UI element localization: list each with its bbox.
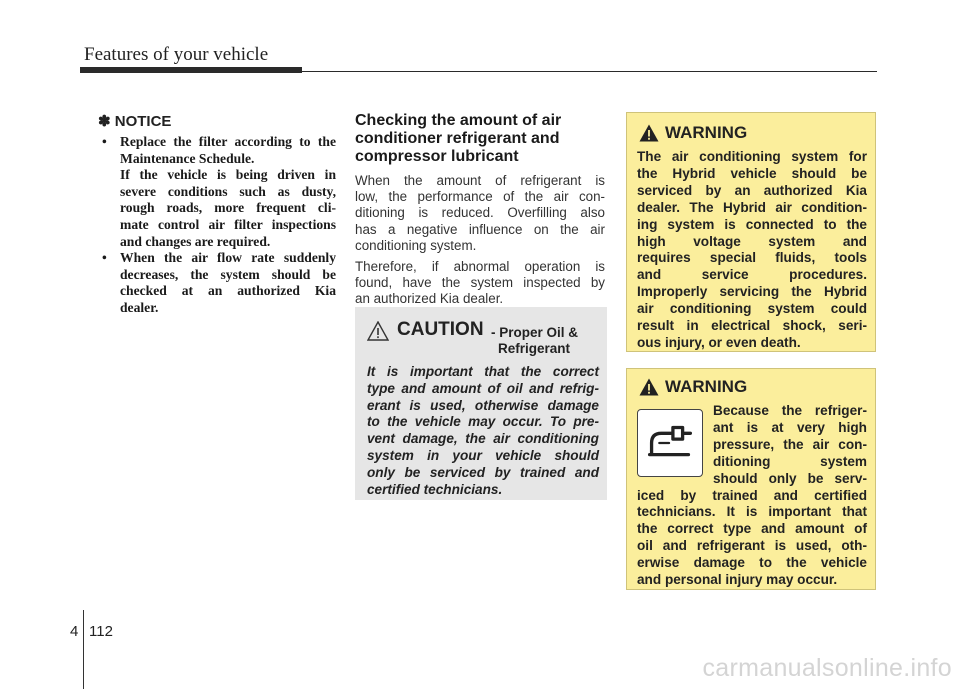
paragraph-line: found, have the system inspected by: [355, 275, 605, 291]
bullet-icon: •: [102, 134, 107, 149]
section-paragraph: [355, 173, 605, 254]
paragraph-line: Therefore, if abnormal operation is: [355, 259, 605, 275]
warning-line: dealer. The Hybrid air condition-: [637, 199, 867, 215]
warning-line: high voltage system and: [637, 233, 867, 249]
warning-header: [637, 123, 867, 149]
warning-line: technicians. It is important that: [637, 504, 867, 520]
caution-line: erant is used, otherwise damage: [367, 397, 599, 413]
caution-triangle-icon: [367, 321, 389, 341]
notice-line: When the air flow rate suddenly: [120, 250, 336, 266]
section-paragraph: [355, 259, 605, 308]
section-heading: [355, 112, 605, 166]
warning-line: air conditioning system could: [637, 301, 867, 317]
bullet-icon: •: [102, 250, 107, 266]
warning-line: iced by trained and certified: [637, 487, 867, 503]
notice-line: checked at an authorized Kia: [120, 283, 336, 299]
notice-symbol-icon: ✽: [98, 113, 111, 130]
heading-line: Checking the amount of air: [355, 112, 562, 129]
warning-line: ous injury, or even death.: [637, 334, 801, 350]
caution-line: type and amount of oil and refrig-: [367, 380, 599, 396]
warning-line: Because the refriger-: [713, 403, 867, 418]
paragraph-line: has a negative influence on the air: [355, 221, 605, 237]
caution-title: CAUTION: [397, 319, 484, 340]
heading-line: compressor lubricant: [355, 148, 519, 165]
pressure-hazard-icon: [637, 409, 703, 477]
notice-item: [98, 134, 336, 250]
warning-header: [637, 377, 867, 403]
notice-title: NOTICE: [114, 113, 172, 130]
paragraph-line: an authorized Kia dealer.: [355, 291, 504, 307]
warning-line: and service procedures.: [637, 267, 867, 283]
header-bar: [80, 67, 302, 73]
warning-line: requires special fluids, tools: [637, 250, 867, 266]
warning-title: WARNING: [665, 377, 748, 396]
caution-line: system in your vehicle should: [367, 447, 599, 463]
caution-header: [367, 319, 599, 359]
chapter-number: 4: [70, 623, 79, 640]
notice-line: Replace the filter according to the: [120, 134, 336, 149]
caution-line: to the vehicle may occur. To pre-: [367, 414, 599, 430]
warning-body: [637, 149, 867, 352]
notice-line: mate control air filter inspections: [120, 216, 336, 232]
notice-line: decreases, the system should be: [120, 266, 336, 282]
notice-line: rough roads, more frequent cli-: [120, 200, 336, 216]
warning-line: the Hybrid vehicle should be: [637, 165, 867, 181]
caution-box: [355, 307, 607, 500]
caution-line: certified technicians.: [367, 481, 503, 497]
warning-line: should only be serv-: [713, 470, 867, 486]
caution-body: [367, 364, 599, 498]
warning-line: pressure, the air con-: [713, 436, 867, 452]
header-rule: [302, 71, 877, 72]
warning-line: ant is at very high: [713, 419, 867, 435]
notice-line: severe conditions such as dusty,: [120, 183, 336, 199]
notice-block: [98, 112, 336, 317]
warning-line: ditioning system: [713, 453, 867, 469]
caution-subtitle: - Proper Oil &: [491, 325, 579, 340]
warning-triangle-icon: [639, 124, 659, 142]
caution-line: vent damage, the air conditioning: [367, 431, 599, 447]
warning-line: ing system is connected to the: [637, 216, 867, 232]
notice-item: [98, 250, 336, 316]
warning-box-hybrid: [626, 112, 876, 352]
warning-line: and personal injury may occur.: [637, 572, 838, 588]
watermark: carmanualsonline.info: [702, 654, 952, 682]
page-header-title: Features of your vehicle: [84, 44, 269, 65]
notice-line: If the vehicle is being driven in: [120, 167, 336, 183]
heading-line: conditioner refrigerant and: [355, 130, 560, 147]
notice-heading: [98, 112, 336, 130]
warning-line: Improperly servicing the Hybrid: [637, 284, 867, 300]
paragraph-line: conditioning system.: [355, 237, 477, 253]
paragraph-line: When the amount of refrigerant is: [355, 173, 605, 188]
notice-line: Maintenance Schedule.: [120, 150, 255, 166]
warning-line: serviced by an authorized Kia: [637, 182, 867, 198]
warning-line: The air conditioning system for: [637, 149, 867, 164]
warning-triangle-icon: [639, 378, 659, 396]
warning-line: erwise damage to the vehicle: [637, 555, 867, 571]
page-number: 112: [89, 623, 113, 640]
caution-subtitle: Refrigerant: [498, 341, 571, 356]
paragraph-line: low, the performance of the air con-: [355, 189, 605, 205]
caution-line: only be serviced by trained and: [367, 464, 599, 480]
paragraph-line: ditioning is reduced. Overfilling also: [355, 205, 605, 221]
warning-title: WARNING: [665, 123, 748, 142]
notice-line: and changes are required.: [120, 233, 271, 249]
refrigerant-section: [355, 112, 605, 313]
warning-body: [637, 488, 867, 589]
warning-line: result in electrical shock, seri-: [637, 318, 867, 334]
warning-box-pressure: [626, 368, 876, 590]
footer-divider: [83, 610, 84, 689]
notice-list: [98, 134, 336, 317]
warning-line: oil and refrigerant is used, oth-: [637, 538, 867, 554]
notice-line: dealer.: [120, 299, 159, 315]
warning-line: the correct type and amount of: [637, 521, 867, 537]
caution-line: It is important that the correct: [367, 364, 599, 379]
